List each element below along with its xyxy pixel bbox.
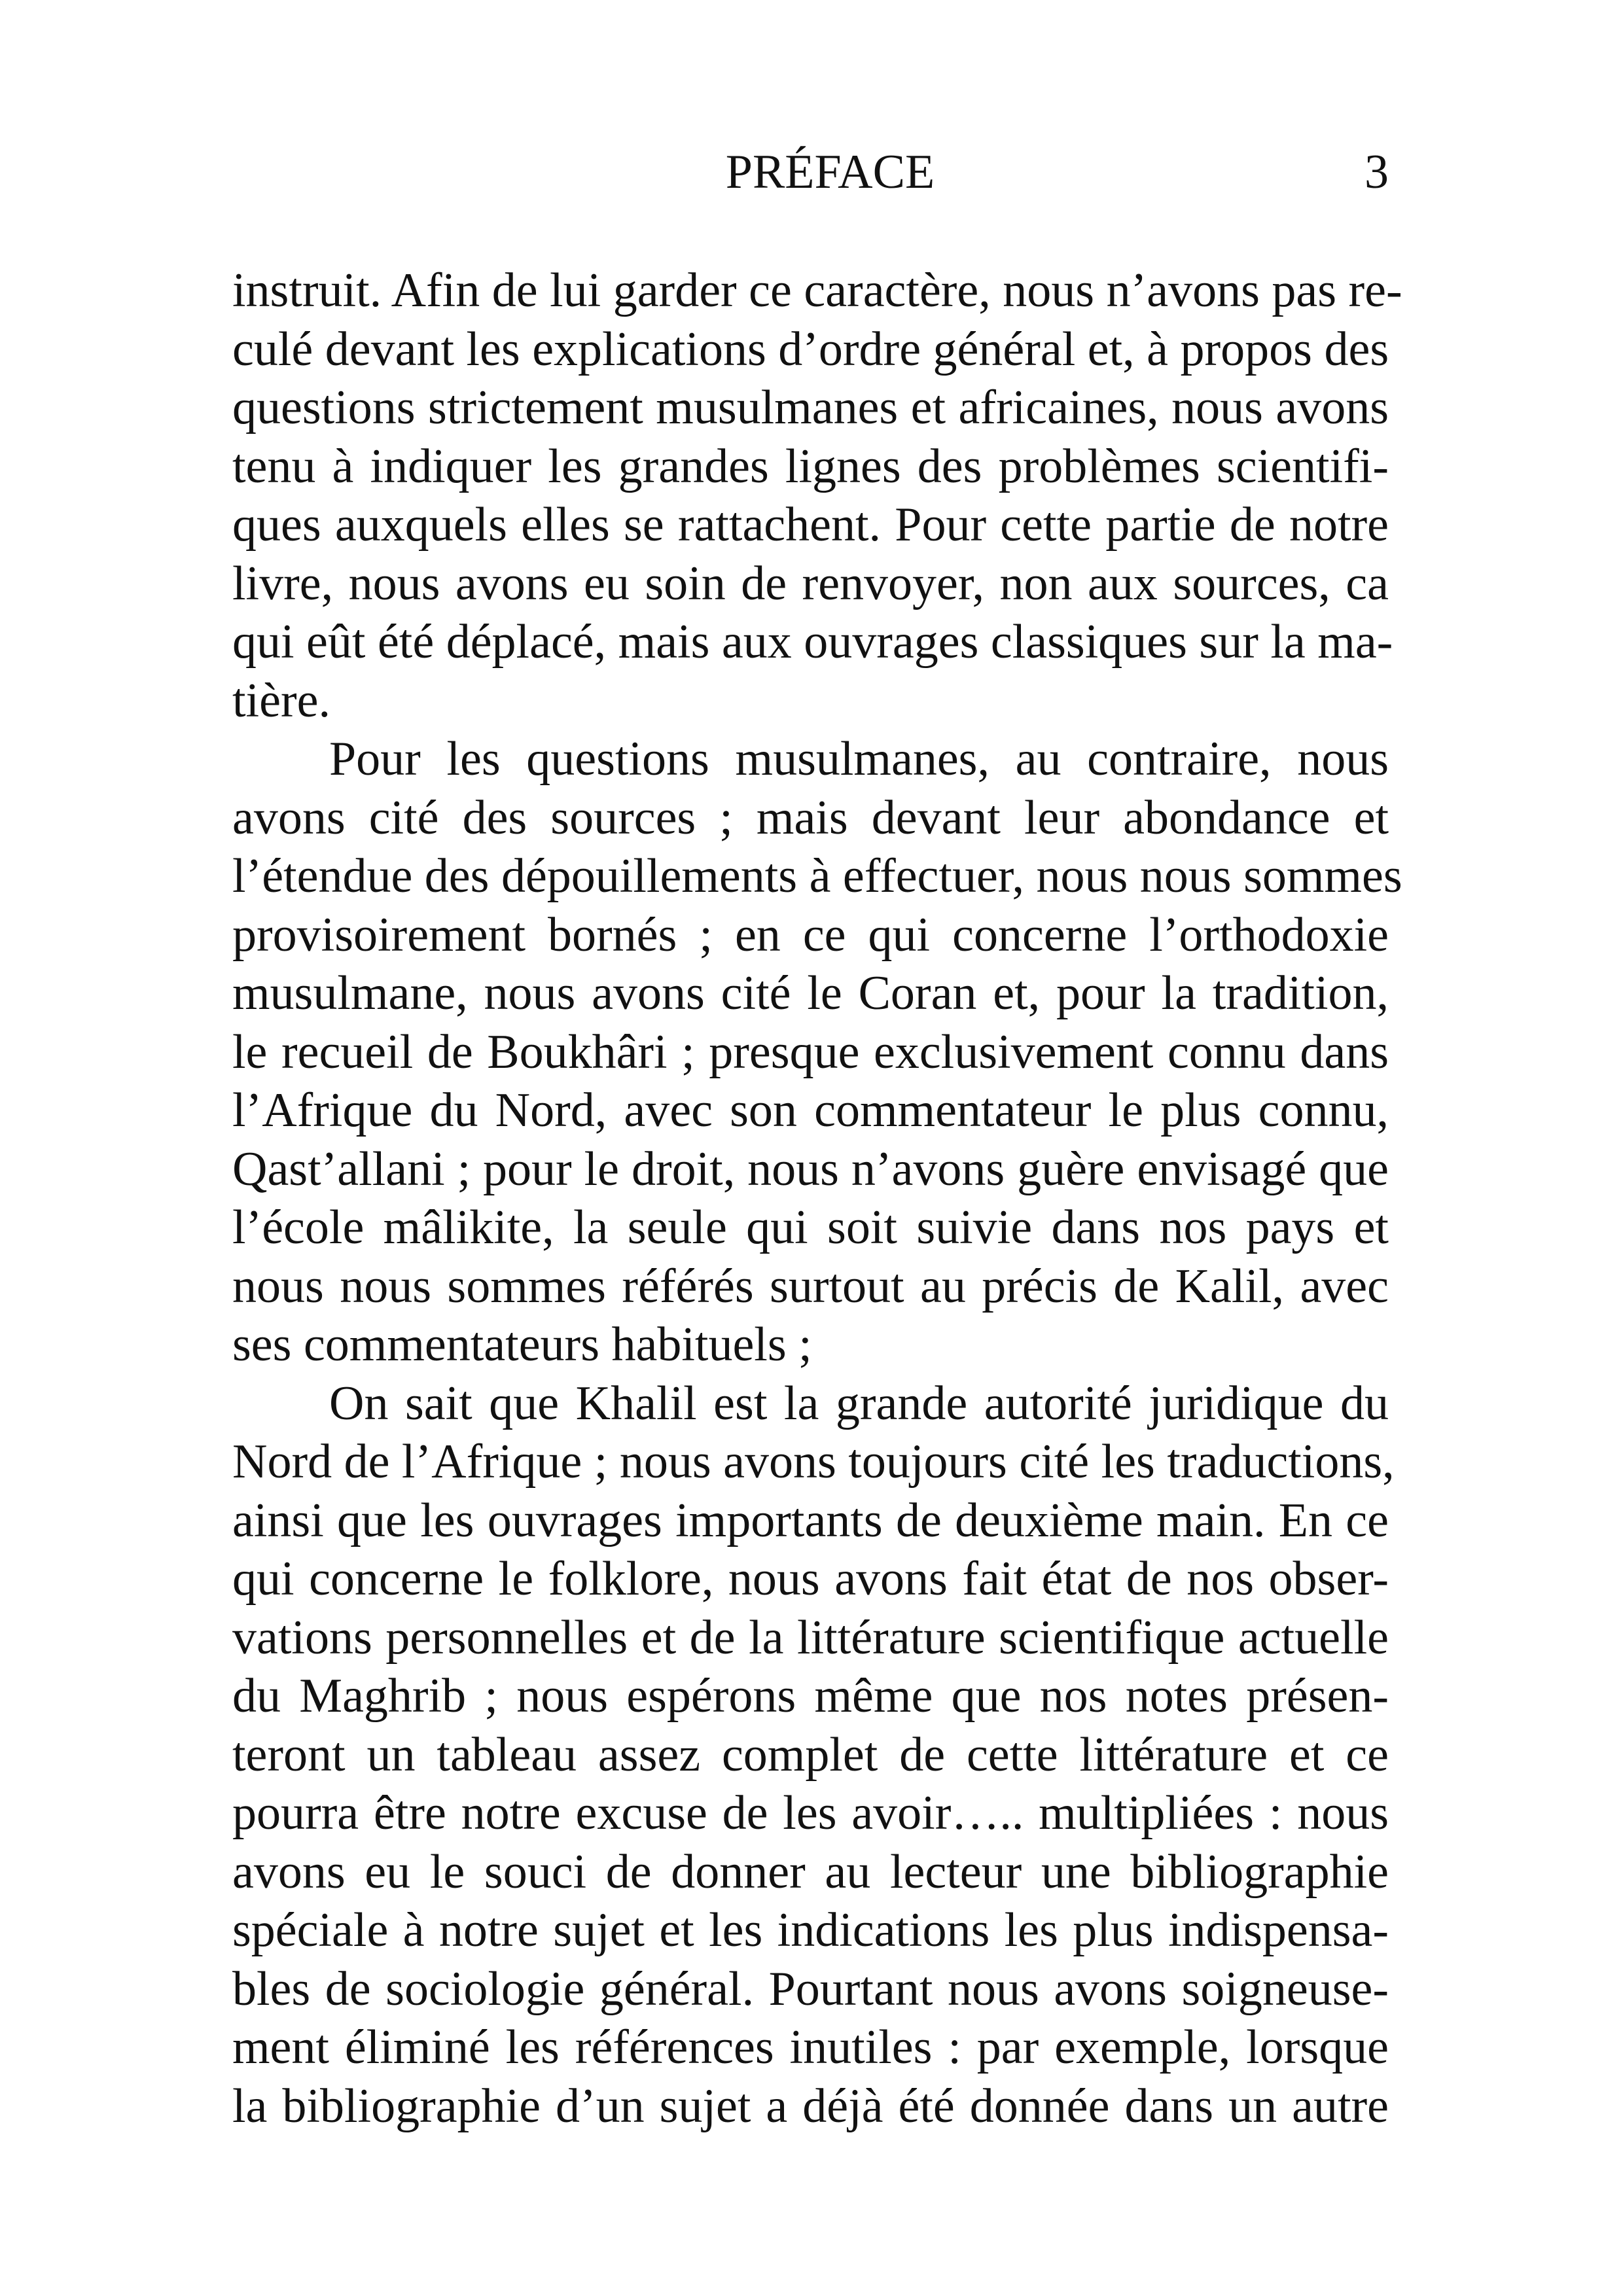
text-line: nous nous sommes référés surtout au précis de Kalil, avec xyxy=(232,1259,1389,1313)
text-line: la bibliographie d’un sujet a déjà été donnée dans un autre xyxy=(232,2079,1389,2133)
text-line: teront un tableau assez complet de cette littérature et ce xyxy=(232,1727,1389,1782)
text-line: musulmane, nous avons cité le Coran et, pour la tradition, xyxy=(232,966,1389,1020)
text-line: tenu à indiquer les grandes lignes des problèmes scientifi- xyxy=(232,439,1389,493)
text-line: spéciale à notre sujet et les indications les plus indispensa- xyxy=(232,1903,1389,1957)
text-line: ques auxquels elles se rattachent. Pour cette partie de notre xyxy=(232,498,1389,552)
text-line: ment éliminé les références inutiles : par exemple, lorsque xyxy=(232,2021,1389,2074)
text-line: livre, nous avons eu soin de renvoyer, non aux sources, ca xyxy=(232,556,1389,610)
running-title: PRÉFACE xyxy=(725,145,935,199)
text-line: vations personnelles et de la littérature scientifique actuelle xyxy=(232,1610,1389,1665)
text-line: instruit. Afin de lui garder ce caractère, nous n’avons pas re- xyxy=(232,264,1402,317)
text-line: questions strictement musulmanes et africaines, nous avons xyxy=(232,381,1389,434)
text-line: culé devant les explications d’ordre général et, à propos des xyxy=(232,322,1389,376)
text-line: qui eût été déplacé, mais aux ouvrages classiques sur la ma- xyxy=(232,615,1393,669)
body-text xyxy=(232,262,1402,2136)
text-line: ainsi que les ouvrages importants de deuxième main. En ce xyxy=(232,1493,1389,1547)
text-line: Pour les questions musulmanes, au contraire, nous xyxy=(329,732,1389,786)
text-line: l’école mâlikite, la seule qui soit suivie dans nos pays et xyxy=(232,1201,1389,1254)
text-line: l’étendue des dépouillements à effectuer, nous nous sommes xyxy=(232,849,1402,903)
running-head xyxy=(232,143,1389,202)
text-line: avons cité des sources ; mais devant leur abondance et xyxy=(232,790,1389,845)
text-line: bles de sociologie général. Pourtant nous avons soigneuse- xyxy=(232,1962,1389,2016)
text-line: ses commentateurs habituels ; xyxy=(232,1318,812,1371)
text-line: avons eu le souci de donner au lecteur une bibliographie xyxy=(232,1845,1389,1899)
text-line: On sait que Khalil est la grande autorité juridique du xyxy=(329,1376,1389,1430)
paragraph xyxy=(232,262,1402,730)
text-line: Qast’allani ; pour le droit, nous n’avons guère envisagé que xyxy=(232,1142,1389,1196)
text-line: qui concerne le folklore, nous avons fait état de nos obser- xyxy=(232,1552,1389,1606)
text-line: l’Afrique du Nord, avec son commentateur le plus connu, xyxy=(232,1084,1389,1137)
text-line: tière. xyxy=(232,673,330,728)
page-number: 3 xyxy=(1364,145,1389,199)
text-line: provisoirement bornés ; en ce qui concerne l’orthodoxie xyxy=(232,908,1389,962)
text-line: du Maghrib ; nous espérons même que nos notes présen- xyxy=(232,1669,1389,1723)
text-line: pourra être notre excuse de les avoir….. multipliées : nous xyxy=(232,1786,1389,1840)
text-line: le recueil de Boukhâri ; presque exclusivement connu dans xyxy=(232,1025,1389,1079)
paragraph xyxy=(232,730,1402,1375)
paragraph xyxy=(232,1375,1395,2136)
text-line: Nord de l’Afrique ; nous avons toujours cité les traductions, xyxy=(232,1435,1395,1489)
